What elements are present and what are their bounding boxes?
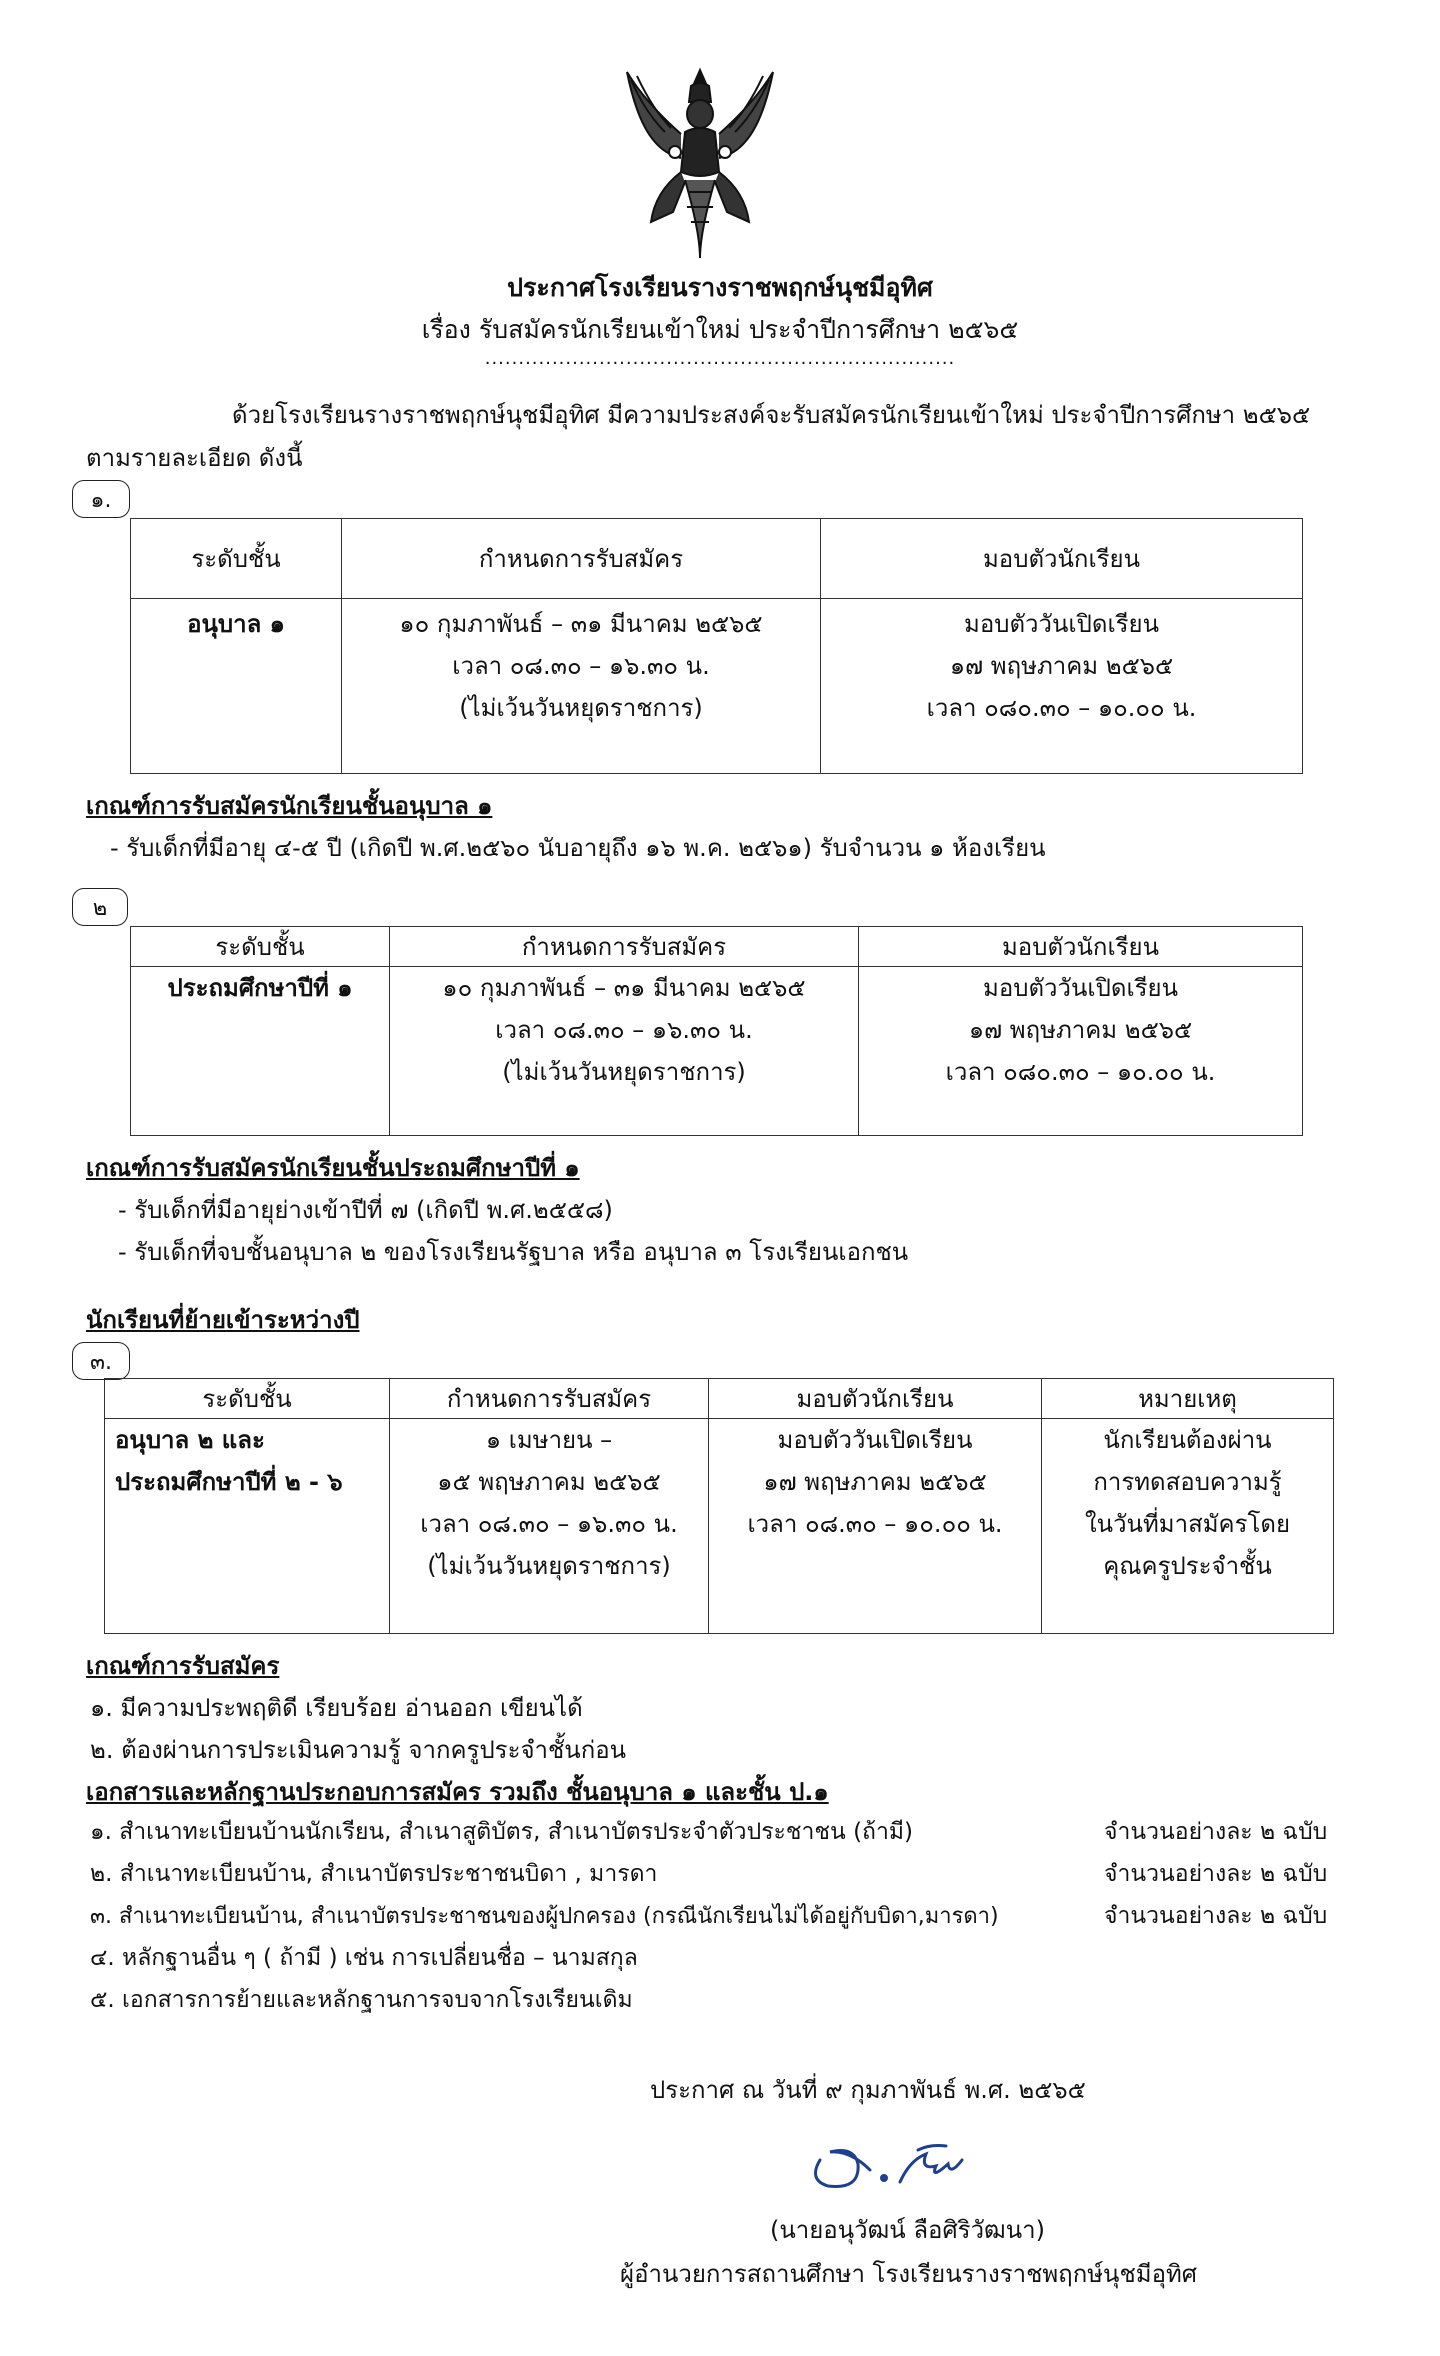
intro-line-1: ด้วยโรงเรียนรางราชพฤกษ์นุชมีอุทิศ มีความประสงค์จะรับสมัครนักเรียนเข้าใหม่ ประจำปีการศึกษา ๒๕๖๕ xyxy=(232,401,1311,429)
schedule-cell: ๑ เมษายน – ๑๕ พฤษภาคม ๒๕๖๕ เวลา ๐๘.๓๐ – ๑๖.๓๐ น. (ไม่เว้นวันหยุดราชการ) xyxy=(390,1419,709,1634)
report-cell: มอบตัววันเปิดเรียน ๑๗ พฤษภาคม ๒๕๖๕ เวลา ๐๘๐.๓๐ – ๑๐.๐๐ น. xyxy=(821,599,1303,774)
page-title: ประกาศโรงเรียนรางราชพฤกษ์นุชมีอุทิศ xyxy=(507,273,933,302)
section3-number: ๓. xyxy=(72,1342,130,1380)
section2-criteria-item: - รับเด็กที่มีอายุย่างเข้าปีที่ ๗ (เกิดปี พ.ศ.๒๕๕๘) xyxy=(118,1196,613,1224)
section3-title: นักเรียนที่ย้ายเข้าระหว่างปี xyxy=(86,1306,360,1334)
documents-title: เอกสารและหลักฐานประกอบการสมัคร รวมถึง ชั้นอนุบาล ๑ และชั้น ป.๑ xyxy=(86,1778,829,1806)
signature xyxy=(800,2130,1000,2200)
document-item: ๕. เอกสารการย้ายและหลักฐานการจบจากโรงเรียนเดิม xyxy=(90,1987,633,2013)
report-cell: มอบตัววันเปิดเรียน ๑๗ พฤษภาคม ๒๕๖๕ เวลา ๐๘.๓๐ – ๑๐.๐๐ น. xyxy=(709,1419,1042,1634)
document-item: ๑. สำเนาทะเบียนบ้านนักเรียน, สำเนาสูติบัตร, สำเนาบัตรประจำตัวประชาชน (ถ้ามี) xyxy=(90,1819,914,1845)
schedule-cell: ๑๐ กุมภาพันธ์ – ๓๑ มีนาคม ๒๕๖๕ เวลา ๐๘.๓๐ – ๑๖.๓๐ น. (ไม่เว้นวันหยุดราชการ) xyxy=(342,599,821,774)
table-header: ระดับชั้น xyxy=(131,519,342,599)
table-header: มอบตัวนักเรียน xyxy=(709,1379,1042,1419)
table-header: กำหนดการรับสมัคร xyxy=(390,1379,709,1419)
table-header: หมายเหตุ xyxy=(1042,1379,1334,1419)
section1-number: ๑. xyxy=(72,480,130,518)
garuda-emblem xyxy=(615,62,785,262)
section3-criteria-item: ๒. ต้องผ่านการประเมินความรู้ จากครูประจำชั้นก่อน xyxy=(90,1736,627,1764)
table-header: กำหนดการรับสมัคร xyxy=(342,519,821,599)
section2-criteria-item: - รับเด็กที่จบชั้นอนุบาล ๒ ของโรงเรียนรัฐบาล หรือ อนุบาล ๓ โรงเรียนเอกชน xyxy=(118,1238,909,1266)
signer-position: ผู้อำนวยการสถานศึกษา โรงเรียนรางราชพฤกษ์นุชมีอุทิศ xyxy=(620,2260,1198,2288)
schedule-cell: ๑๐ กุมภาพันธ์ – ๓๑ มีนาคม ๒๕๖๕ เวลา ๐๘.๓๐ – ๑๖.๓๐ น. (ไม่เว้นวันหยุดราชการ) xyxy=(390,967,859,1136)
table-header: ระดับชั้น xyxy=(105,1379,390,1419)
table-header: กำหนดการรับสมัคร xyxy=(390,927,859,967)
document-item: ๔. หลักฐานอื่น ๆ ( ถ้ามี ) เช่น การเปลี่ยนชื่อ – นามสกุล xyxy=(90,1945,638,1971)
subject-line: เรื่อง รับสมัครนักเรียนเข้าใหม่ ประจำปีการศึกษา ๒๕๖๕ xyxy=(421,315,1019,344)
table-header: ระดับชั้น xyxy=(131,927,390,967)
announce-date: ประกาศ ณ วันที่ ๙ กุมภาพันธ์ พ.ศ. ๒๕๖๕ xyxy=(650,2076,1086,2104)
table-header: มอบตัวนักเรียน xyxy=(821,519,1303,599)
document-item: ๒. สำเนาทะเบียนบ้าน, สำเนาบัตรประชาชนบิดา , มารดา xyxy=(90,1861,658,1887)
section3-criteria-item: ๑. มีความประพฤติดี เรียบร้อย อ่านออก เขียนได้ xyxy=(90,1694,583,1722)
section3-criteria-title: เกณฑ์การรับสมัคร xyxy=(86,1652,280,1680)
section2-table xyxy=(130,926,1303,1136)
note-cell: นักเรียนต้องผ่าน การทดสอบความรู้ ในวันที่มาสมัครโดย คุณครูประจำชั้น xyxy=(1042,1419,1334,1634)
header-divider: ...................................................................... xyxy=(484,348,956,369)
level-cell: อนุบาล ๑ xyxy=(131,599,342,774)
section2-criteria-title: เกณฑ์การรับสมัครนักเรียนชั้นประถมศึกษาปีที่ ๑ xyxy=(86,1154,580,1182)
table-header: มอบตัวนักเรียน xyxy=(859,927,1303,967)
section3-table xyxy=(104,1378,1334,1634)
signer-name: (นายอนุวัฒน์ ลือศิริวัฒนา) xyxy=(770,2216,1045,2244)
document-qty: จำนวนอย่างละ ๒ ฉบับ xyxy=(1104,1819,1328,1845)
document-qty: จำนวนอย่างละ ๒ ฉบับ xyxy=(1104,1903,1328,1929)
report-cell: มอบตัววันเปิดเรียน ๑๗ พฤษภาคม ๒๕๖๕ เวลา ๐๘๐.๓๐ – ๑๐.๐๐ น. xyxy=(859,967,1303,1136)
intro-line-2: ตามรายละเอียด ดังนี้ xyxy=(86,444,303,472)
level-cell: ประถมศึกษาปีที่ ๑ xyxy=(131,967,390,1136)
section1-criteria-item: - รับเด็กที่มีอายุ ๔-๕ ปี (เกิดปี พ.ศ.๒๕๖๐ นับอายุถึง ๑๖ พ.ค. ๒๕๖๑) รับจำนวน ๑ ห้องเรียน xyxy=(110,834,1046,862)
document-item: ๓. สำเนาทะเบียนบ้าน, สำเนาบัตรประชาชนของผู้ปกครอง (กรณีนักเรียนไม่ได้อยู่กับบิดา,มารดา) xyxy=(90,1904,999,1929)
section1-criteria-title: เกณฑ์การรับสมัครนักเรียนชั้นอนุบาล ๑ xyxy=(86,792,493,820)
document-qty: จำนวนอย่างละ ๒ ฉบับ xyxy=(1104,1861,1328,1887)
section2-number: ๒ xyxy=(72,888,128,926)
section1-table xyxy=(130,518,1303,774)
level-cell: อนุบาล ๒ และ ประถมศึกษาปีที่ ๒ - ๖ xyxy=(105,1419,390,1634)
